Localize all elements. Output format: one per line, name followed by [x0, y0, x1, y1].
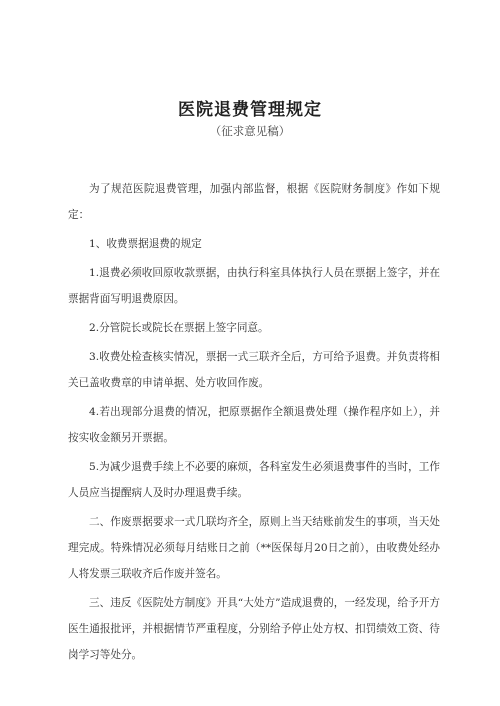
paragraph-rule-4: 4.若出现部分退费的情况，把原票据作全额退费处理（操作程序如上），并按实收金额另开票据。	[68, 406, 440, 444]
paragraph-section-2: 二、作废票据要求一式几联均齐全，原则上当天结账前发生的事项，当天处理完成。特殊情况必须每月结账日之前（**医保每月20日之前），由收费处经办人将发票三联收齐后作废并签名。	[68, 516, 440, 580]
paragraph-section-1-heading: 1、收费票据退费的规定	[89, 238, 202, 250]
paragraph-rule-5: 5.为减少退费手续上不必要的麻烦，各科室发生必须退费事件的当时，工作人员应当提醒病人及时办理退费手续。	[68, 461, 440, 499]
paragraph-rule-2: 2.分管院长或院长在票据上签字同意。	[89, 322, 269, 334]
paragraph-rule-1: 1.退费必须收回原收款票据，由执行科室具体执行人员在票据上签字，并在票据背面写明退费原因。	[68, 267, 440, 305]
document-title: 医院退费管理规定	[178, 100, 322, 120]
document-subtitle: （征求意见稿）	[209, 124, 291, 138]
paragraph-section-3: 三、违反《医院处方制度》开具“大处方”造成退费的，一经发现，给予开方医生通报批评，并根据情节严重程度，分别给予停止处方权、扣罚绩效工资、待岗学习等处分。	[68, 597, 440, 661]
paragraph-rule-3: 3.收费处检查核实情况，票据一式三联齐全后，方可给予退费。并负责将相关已盖收费章的申请单据、处方收回作废。	[68, 351, 440, 389]
paragraph-intro: 为了规范医院退费管理，加强内部监督，根据《医院财务制度》作如下规定：	[68, 183, 440, 221]
document-body	[68, 176, 440, 671]
